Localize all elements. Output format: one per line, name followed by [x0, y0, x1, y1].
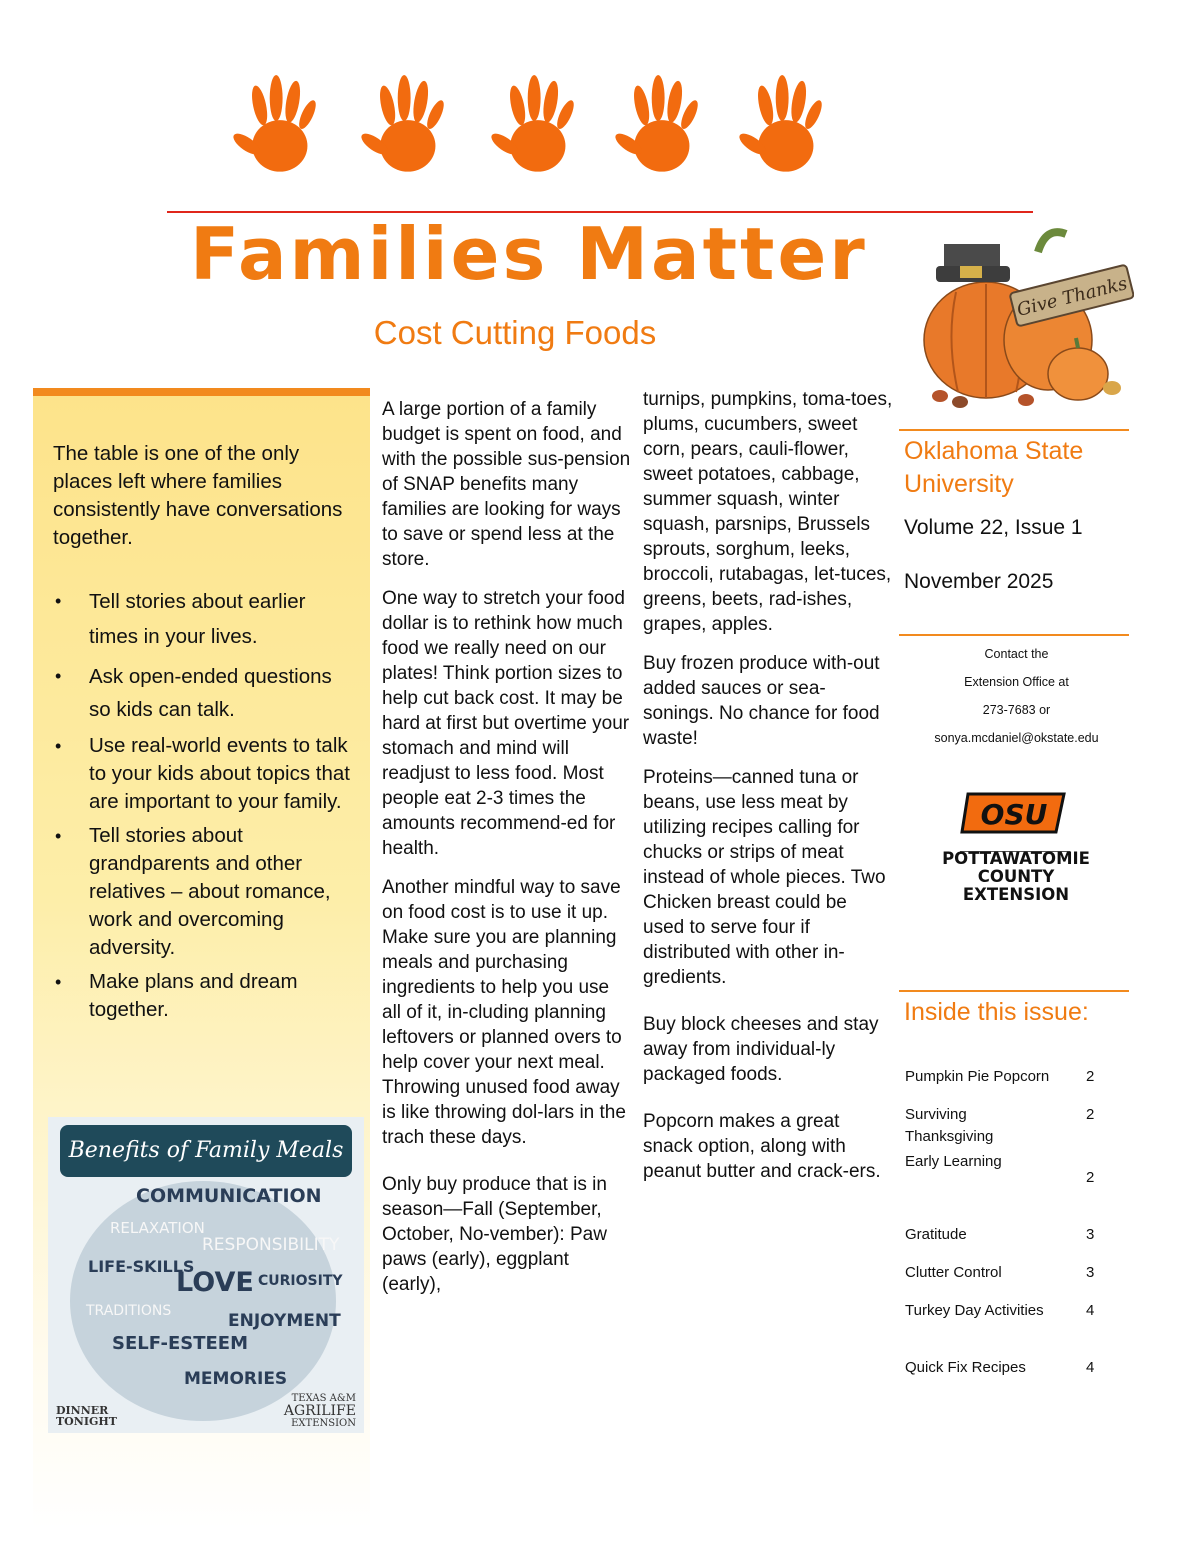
contact-line: Extension Office at [964, 675, 1069, 689]
osu-logo-text: OSU [980, 798, 1048, 831]
article-column-2 [643, 387, 893, 1184]
handprint-icon [360, 70, 452, 185]
agrilife-logo [284, 1393, 356, 1429]
handprint-icon [614, 70, 706, 185]
meals-word: ENJOYMENT [228, 1311, 341, 1331]
toc-page-number: 2 [1086, 1068, 1095, 1085]
sidebar-accent-bar [33, 388, 370, 396]
toc-page-number: 2 [1086, 1169, 1095, 1186]
handprint-icon [490, 70, 582, 185]
toc-item[interactable] [905, 1262, 1105, 1284]
handprint-icon [232, 70, 324, 185]
meals-word: LIFE-SKILLS [88, 1257, 195, 1276]
logo-text: TEXAS A&M [291, 1393, 356, 1404]
bullet-icon: • [55, 826, 62, 846]
toc-label: Turkey Day Activities [905, 1302, 1044, 1319]
dinner-tonight-logo [56, 1405, 117, 1427]
issue-subtitle: Cost Cutting Foods [373, 314, 657, 351]
tip-text: Make plans and dream together. [89, 970, 298, 1021]
give-thanks-pumpkin-image [916, 222, 1134, 412]
toc-label: Gratitude [905, 1226, 967, 1243]
toc-heading: Inside this issue: [904, 998, 1089, 1026]
family-meals-graphic [48, 1117, 364, 1433]
meals-word: CURIOSITY [258, 1273, 343, 1289]
toc-item[interactable] [905, 1066, 1105, 1088]
article-paragraph: Buy block cheeses and stay away from individual-ly packaged foods. [643, 1014, 879, 1085]
osu-logo [960, 790, 1070, 836]
list-item [53, 968, 353, 1024]
article-paragraph: Proteins—canned tuna or beans, use less meat by utilizing recipes calling for chucks or strips of meat instead of whole pieces. Two Chicken breast could be used to serve four if distributed with other in-gredients. [643, 767, 886, 988]
meals-word: RELAXATION [110, 1219, 205, 1237]
contact-line: Contact the [984, 647, 1049, 661]
toc-page-number: 3 [1086, 1264, 1095, 1281]
list-item [53, 732, 353, 816]
toc-label: Quick Fix Recipes [905, 1359, 1026, 1376]
bullet-icon: • [55, 591, 62, 611]
toc-label: Surviving Thanksgiving [905, 1106, 994, 1145]
list-item [53, 822, 353, 962]
county-extension-name [902, 850, 1130, 904]
list-item [53, 584, 353, 654]
bullet-icon: • [55, 972, 62, 992]
tip-text: Tell stories about grandparents and other relatives – about romance, work and overcoming adversity. [89, 824, 331, 959]
toc-page-number: 2 [1086, 1106, 1095, 1123]
contact-line: 273-7683 or [982, 703, 1051, 717]
toc-page-number: 4 [1086, 1359, 1095, 1376]
handprints-banner [232, 70, 832, 190]
meals-word: LOVE [176, 1267, 254, 1298]
article-paragraph: Buy frozen produce with-out added sauces or sea-sonings. No chance for food waste! [643, 653, 880, 749]
article-paragraph: One way to stretch your food dollar is to rethink how much food we really need on our plates! Think portion sizes to help cut back cost. It may be hard at first but overtime your stomach and mind will readjust to less food. Most people eat 2-3 times the amounts recommend-ed for health. [382, 588, 630, 859]
toc-item[interactable] [905, 1224, 1105, 1246]
logo-text: DINNER [56, 1404, 109, 1417]
org-name: Oklahoma State University [904, 437, 1084, 498]
logo-text: EXTENSION [291, 1418, 356, 1429]
meals-word: TRADITIONS [86, 1303, 172, 1319]
sidebar-divider [899, 429, 1129, 431]
meals-word: RESPONSIBILITY [202, 1235, 340, 1255]
county-line: POTTAWATOMIE COUNTY [942, 849, 1090, 886]
toc-label: Clutter Control [905, 1264, 1002, 1281]
newsletter-title: Families Matter [190, 212, 868, 296]
toc-item[interactable] [905, 1300, 1105, 1322]
contact-info [899, 640, 1134, 752]
toc-item[interactable] [905, 1151, 1105, 1186]
tip-text: Ask open-ended questions so kids can talk. [89, 665, 332, 721]
county-line: EXTENSION [962, 885, 1070, 904]
sidebar-divider [899, 990, 1129, 992]
meals-word: SELF-ESTEEM [112, 1333, 248, 1354]
toc-item[interactable] [905, 1104, 1105, 1148]
meals-word: COMMUNICATION [136, 1185, 322, 1207]
meals-banner: Benefits of Family Meals [60, 1125, 352, 1177]
logo-text: TONIGHT [56, 1415, 117, 1428]
toc-label: Early Learning [905, 1153, 1002, 1170]
article-column-1 [382, 397, 632, 1297]
toc-page-number: 4 [1086, 1302, 1095, 1319]
bullet-icon: • [55, 736, 62, 756]
list-item [53, 660, 353, 726]
logo-text: AGRILIFE [283, 1403, 356, 1419]
toc-item[interactable] [905, 1357, 1105, 1379]
bullet-icon: • [55, 666, 62, 686]
toc-label: Pumpkin Pie Popcorn [905, 1068, 1050, 1085]
contact-email[interactable]: sonya.mcdaniel@okstate.edu [934, 731, 1099, 745]
article-paragraph: Another mindful way to save on food cost is to use it up. Make sure you are planning meals and purchasing ingredients to help you use all of it, in-cluding planning leftovers or planned overs to help cover your next meal. Throwing unused food away is like throwing dol-lars in the trach these days. [382, 877, 626, 1148]
toc-page-number: 3 [1086, 1226, 1095, 1243]
article-paragraph: Popcorn makes a great snack option, along with peanut butter and crack-ers. [643, 1111, 881, 1182]
issue-date: November 2025 [904, 570, 1054, 593]
tips-list [53, 584, 353, 1030]
handprint-icon [738, 70, 830, 185]
give-thanks-sign: Give Thanks [1014, 273, 1130, 321]
meals-word: MEMORIES [184, 1369, 288, 1389]
sidebar-intro: The table is one of the only places left where families consistently have conversations together. [53, 442, 343, 549]
article-paragraph: A large portion of a family budget is spent on food, and with the possible sus-pension of SNAP benefits many families are looking for ways to save or spend less at the store. [382, 399, 631, 570]
article-paragraph: Only buy produce that is in season—Fall (September, October, No-vember): Paw paws (early), eggplant (early), [382, 1174, 607, 1295]
sidebar-divider [899, 634, 1129, 636]
volume-issue: Volume 22, Issue 1 [904, 516, 1083, 539]
tip-text: Use real-world events to talk to your kids about topics that are important to your family. [89, 734, 350, 813]
article-paragraph: turnips, pumpkins, toma-toes, plums, cucumbers, sweet corn, pears, cauli-flower, sweet potatoes, cabbage, summer squash, winter squash, parsnips, Brussels sprouts, sorghum, leeks, broccoli, rutabagas, let-tuces, greens, beets, rad-ishes, grapes, apples. [643, 389, 893, 635]
tip-text: Tell stories about earlier times in your lives. [89, 590, 306, 648]
